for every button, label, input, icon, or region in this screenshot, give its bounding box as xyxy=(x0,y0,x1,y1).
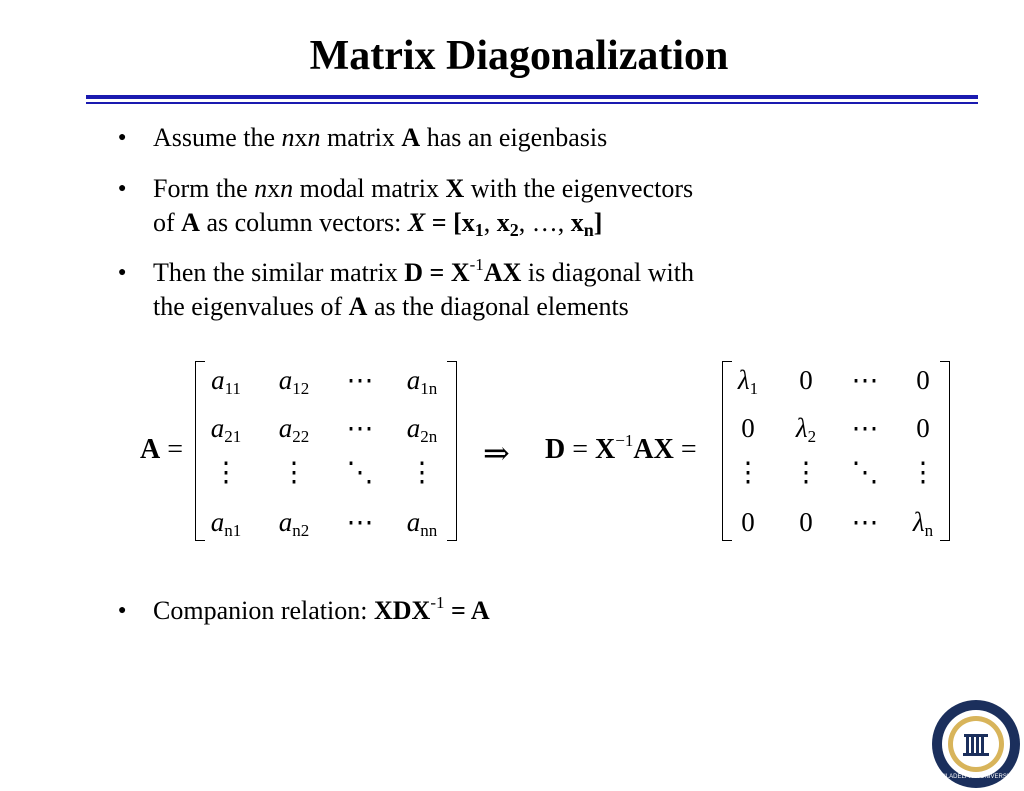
slide-title: Matrix Diagonalization xyxy=(309,33,729,79)
A-cell-r1-c3: ⋯ xyxy=(346,365,374,395)
A-cell-r4-c2: $a_{n2}$ xyxy=(278,507,310,540)
D-cell-r1-c3: ⋯ xyxy=(851,365,879,395)
A-cell-r2-c2: $a_{22}$ xyxy=(278,413,310,446)
A-cell-subscript: nn xyxy=(420,521,438,540)
D-cell-r4-c2: 0 xyxy=(799,507,813,537)
D-cell-subscript: 2 xyxy=(807,427,817,446)
bullet-text: Assume the nxn matrix A has an eigenbasis xyxy=(153,123,608,152)
A-cell-subscript: 11 xyxy=(224,379,241,398)
D-cell-r1-c2: 0 xyxy=(799,365,813,395)
D-cell-subscript: 1 xyxy=(749,379,759,398)
D-cell-r4-c4: $\lambda_n$ xyxy=(912,507,934,540)
A-cell-r3-c3: ⋱ xyxy=(346,457,374,487)
A-cell-r4-c4: $a_{nn}$ xyxy=(406,507,438,540)
D-cell-r3-c4: ⋮ xyxy=(909,457,937,487)
matrix-A xyxy=(195,361,457,541)
A-cell-subscript: 2n xyxy=(420,427,438,446)
D-cell-r2-c1: 0 xyxy=(741,413,755,443)
A-cell-r3-c4: ⋮ xyxy=(408,457,436,487)
A-cell-subscript: 1n xyxy=(420,379,438,398)
implies-arrow-icon: ⇒ xyxy=(483,435,510,471)
D-cell-r2-c2: $\lambda_2$ xyxy=(795,413,817,446)
matrix-D-label: $D = X^{-1}AX$ = xyxy=(545,431,697,465)
D-cell-r3-c3: ⋱ xyxy=(851,457,879,487)
university-seal-icon xyxy=(930,698,1022,790)
A-cell-r1-c2: $a_{12}$ xyxy=(278,365,310,398)
A-cell-r1-c4: $a_{1n}$ xyxy=(406,365,438,398)
A-cell-r4-c1: $a_{n1}$ xyxy=(210,507,242,540)
A-cell-subscript: 22 xyxy=(292,427,310,446)
D-cell-r4-c1: 0 xyxy=(741,507,755,537)
matrix-D xyxy=(722,361,950,541)
A-cell-r3-c1: ⋮ xyxy=(212,457,240,487)
bullet-dot-icon: ● xyxy=(118,130,127,145)
A-cell-subscript: 12 xyxy=(292,379,310,398)
bullet-dot-icon: ● xyxy=(118,603,127,618)
A-cell-r2-c1: $a_{21}$ xyxy=(210,413,242,446)
bullet-text: Companion relation: $XDX^{-1} = A$ xyxy=(153,593,490,625)
logo-text: PHILADELPHIA UNIVERSITY xyxy=(935,774,1017,780)
A-cell-r2-c3: ⋯ xyxy=(346,413,374,443)
D-cell-r2-c3: ⋯ xyxy=(851,413,879,443)
A-cell-r1-c1: $a_{11}$ xyxy=(211,365,241,398)
bullet-text: Then the similar matrix $D = X^{-1}AX$ is diagonal with the eigenvalues of A as the diagonal elements xyxy=(153,255,694,321)
A-cell-r2-c4: $a_{2n}$ xyxy=(406,413,438,446)
D-cell-r1-c1: $\lambda_1$ xyxy=(737,365,759,398)
D-cell-r3-c1: ⋮ xyxy=(734,457,762,487)
A-cell-subscript: 21 xyxy=(224,427,242,446)
D-cell-subscript: n xyxy=(924,521,934,540)
D-cell-r4-c3: ⋯ xyxy=(851,507,879,537)
D-cell-r2-c4: 0 xyxy=(916,413,930,443)
A-cell-subscript: n1 xyxy=(224,521,242,540)
bullet-text: Form the nxn modal matrix X with the eigenvectors of A as column vectors: $X = [x_1$, $x_2$, …, $x_n$] xyxy=(153,174,694,240)
A-cell-r3-c2: ⋮ xyxy=(280,457,308,487)
matrix-A-label: A = xyxy=(140,434,184,465)
bullet-dot-icon: ● xyxy=(118,181,127,196)
D-cell-r1-c4: 0 xyxy=(916,365,930,395)
D-cell-r3-c2: ⋮ xyxy=(792,457,820,487)
A-cell-subscript: n2 xyxy=(292,521,310,540)
bullet-dot-icon: ● xyxy=(118,265,127,280)
A-cell-r4-c3: ⋯ xyxy=(346,507,374,537)
